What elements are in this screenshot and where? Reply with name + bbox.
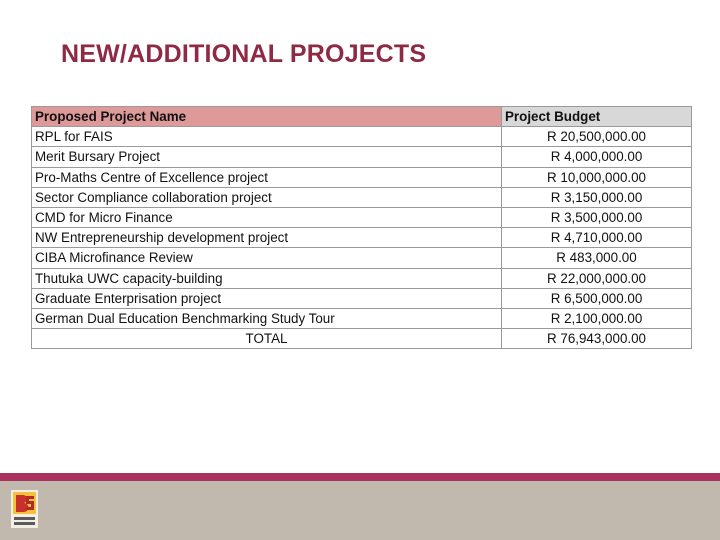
- project-budget-cell: R 2,100,000.00: [502, 308, 692, 328]
- project-name-cell: Merit Bursary Project: [32, 147, 502, 167]
- project-budget-cell: R 22,000,000.00: [502, 268, 692, 288]
- project-budget-cell: R 3,500,000.00: [502, 207, 692, 227]
- project-budget-cell: R 4,000,000.00: [502, 147, 692, 167]
- table-row: [32, 228, 692, 248]
- header-project-name: Proposed Project Name: [32, 107, 502, 127]
- table-header-row: [32, 107, 692, 127]
- project-name-cell: CMD for Micro Finance: [32, 207, 502, 227]
- footer-accent-stripe: [0, 473, 720, 481]
- project-name-cell: NW Entrepreneurship development project: [32, 228, 502, 248]
- project-budget-cell: R 4,710,000.00: [502, 228, 692, 248]
- table-row: [32, 167, 692, 187]
- total-row: [32, 329, 692, 349]
- total-label: TOTAL: [32, 329, 502, 349]
- table-row: [32, 308, 692, 328]
- table-row: [32, 207, 692, 227]
- project-budget-cell: R 20,500,000.00: [502, 127, 692, 147]
- project-budget-cell: R 10,000,000.00: [502, 167, 692, 187]
- organization-logo-icon: [11, 490, 38, 528]
- slide-title: NEW/ADDITIONAL PROJECTS: [61, 40, 427, 68]
- table-row: [32, 147, 692, 167]
- table-row: [32, 268, 692, 288]
- total-budget: R 76,943,000.00: [502, 329, 692, 349]
- project-name-cell: RPL for FAIS: [32, 127, 502, 147]
- table-row: [32, 127, 692, 147]
- project-budget-cell: R 483,000.00: [502, 248, 692, 268]
- table-row: [32, 187, 692, 207]
- table-row: [32, 288, 692, 308]
- footer-band: [0, 481, 720, 540]
- project-name-cell: German Dual Education Benchmarking Study Tour: [32, 308, 502, 328]
- table-row: [32, 248, 692, 268]
- project-budget-cell: R 6,500,000.00: [502, 288, 692, 308]
- project-name-cell: Thutuka UWC capacity-building: [32, 268, 502, 288]
- project-name-cell: Graduate Enterprisation project: [32, 288, 502, 308]
- project-budget-table: [31, 106, 692, 349]
- project-budget-cell: R 3,150,000.00: [502, 187, 692, 207]
- header-project-budget: Project Budget: [502, 107, 692, 127]
- project-name-cell: CIBA Microfinance Review: [32, 248, 502, 268]
- project-name-cell: Pro-Maths Centre of Excellence project: [32, 167, 502, 187]
- project-name-cell: Sector Compliance collaboration project: [32, 187, 502, 207]
